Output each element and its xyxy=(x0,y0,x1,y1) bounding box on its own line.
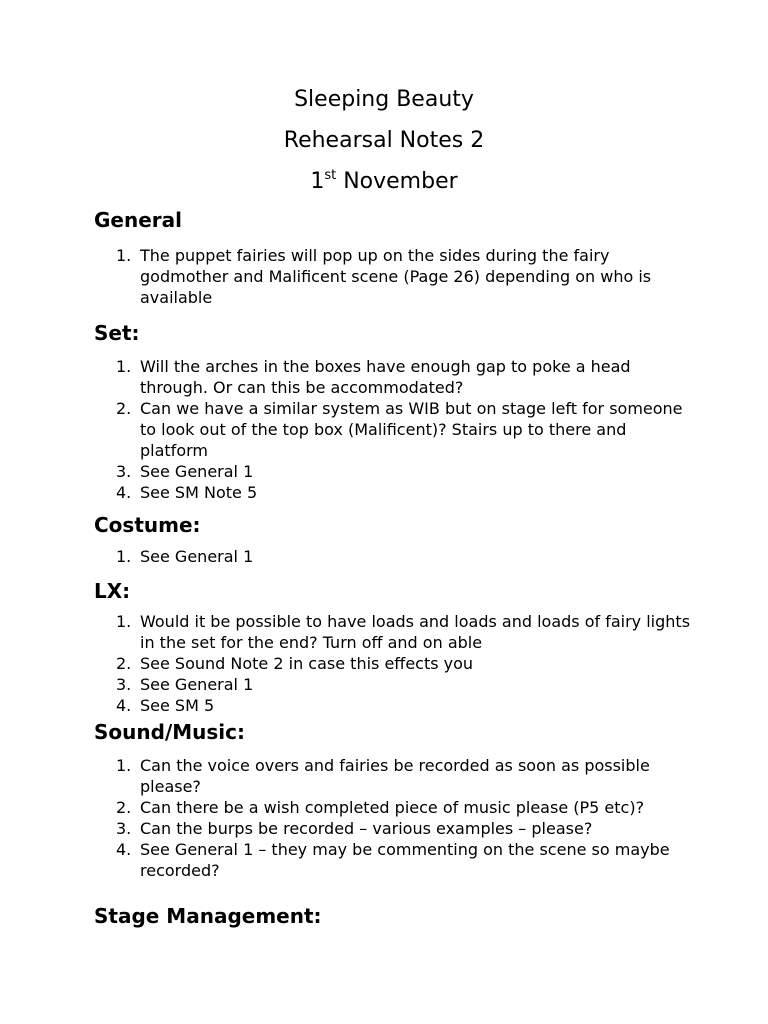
list-item: 1. The puppet fairies will pop up on the sides during the fairy godmother and Malificent scene (Page 26) depending on who is available xyxy=(116,246,652,307)
list-item: 3. See General 1 xyxy=(116,675,254,694)
date-day: 1 xyxy=(310,169,325,194)
list-item: 1. Will the arches in the boxes have enough gap to poke a head through. Or can this be accommodated? xyxy=(116,357,631,397)
list-item: 2. See Sound Note 2 in case this effects you xyxy=(116,654,474,673)
document-subtitle: Rehearsal Notes 2 xyxy=(283,128,485,153)
list-item: 1. See General 1 xyxy=(116,547,254,566)
section-heading-general: General xyxy=(94,208,182,232)
section-heading-set: Set: xyxy=(94,321,140,345)
list-item: 3. Can the burps be recorded – various examples – please? xyxy=(116,819,593,838)
section-heading-costume: Costume: xyxy=(94,513,201,537)
list-item: 2. Can there be a wish completed piece of music please (P5 etc)? xyxy=(116,798,645,817)
section-heading-lx: LX: xyxy=(94,579,131,603)
list-item: 4. See SM 5 xyxy=(116,696,215,715)
document-title: Sleeping Beauty xyxy=(294,87,474,112)
sound-music-list xyxy=(94,755,694,881)
set-list xyxy=(94,356,694,503)
list-item: 2. Can we have a similar system as WIB but on stage left for someone to look out of the top box (Malificent)? Stairs up to there and platform xyxy=(116,399,683,460)
list-item: 1. Can the voice overs and fairies be recorded as soon as possible please? xyxy=(116,756,650,796)
document-date xyxy=(0,168,768,196)
section-heading-stage-management: Stage Management: xyxy=(94,904,322,928)
list-item: 4. See General 1 – they may be commenting on the scene so maybe recorded? xyxy=(116,840,670,880)
list-item: 4. See SM Note 5 xyxy=(116,483,258,502)
list-item: 1. Would it be possible to have loads and loads and loads of fairy lights in the set for the end? Turn off and on able xyxy=(116,612,691,652)
general-list xyxy=(94,245,694,308)
costume-list xyxy=(94,546,694,567)
list-item: 3. See General 1 xyxy=(116,462,254,481)
lx-list xyxy=(94,611,694,716)
date-suffix: st xyxy=(324,168,337,183)
section-heading-sound-music: Sound/Music: xyxy=(94,720,245,744)
date-month: November xyxy=(343,169,458,194)
